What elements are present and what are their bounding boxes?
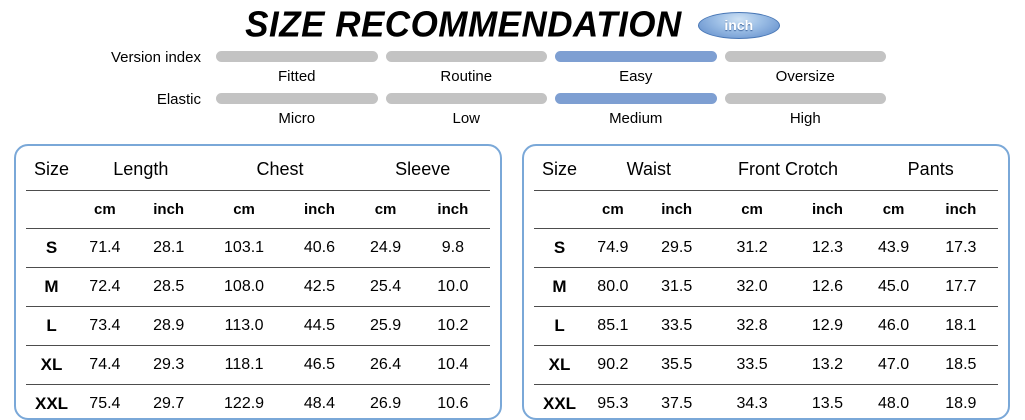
- value-cell: 25.9: [355, 307, 415, 346]
- col-header-front-crotch: Front Crotch: [713, 148, 864, 191]
- value-cell: 113.0: [205, 307, 284, 346]
- value-cell: 35.5: [641, 346, 713, 385]
- value-cell: 43.9: [863, 229, 923, 268]
- value-cell: 118.1: [205, 346, 284, 385]
- size-label: XL: [534, 346, 585, 385]
- unit-header: cm: [863, 191, 923, 229]
- value-cell: 33.5: [641, 307, 713, 346]
- option-easy: [555, 51, 717, 85]
- table-row: [534, 229, 998, 268]
- option-label: Routine: [440, 68, 493, 85]
- value-cell: 17.7: [924, 268, 998, 307]
- size-table-pants: [522, 144, 1010, 420]
- value-cell: 10.2: [416, 307, 490, 346]
- value-cell: 29.3: [133, 346, 205, 385]
- value-cell: 31.5: [641, 268, 713, 307]
- value-cell: 32.0: [713, 268, 792, 307]
- value-cell: 9.8: [416, 229, 490, 268]
- option-micro: [216, 93, 378, 127]
- unit-header-empty: [534, 191, 585, 229]
- value-cell: 26.9: [369, 395, 402, 412]
- value-cell: 95.3: [597, 395, 629, 412]
- size-label: M: [26, 268, 77, 307]
- unit-header: cm: [355, 191, 415, 229]
- level-bar: [386, 51, 548, 62]
- value-cell: 28.1: [133, 229, 205, 268]
- level-bar: [216, 51, 378, 62]
- value-cell: 18.9: [945, 395, 977, 412]
- value-cell: 48.0: [877, 395, 910, 412]
- table-row: [26, 346, 490, 385]
- option-oversize: [725, 51, 887, 85]
- size-label: L: [534, 307, 585, 346]
- value-cell: 33.5: [713, 346, 792, 385]
- level-bar: [216, 93, 378, 104]
- value-cell: 12.3: [791, 229, 863, 268]
- size-table: [26, 148, 490, 420]
- level-bar: [386, 93, 548, 104]
- option-label: Low: [452, 110, 481, 127]
- size-label: XXL: [34, 394, 69, 413]
- value-cell: 73.4: [77, 307, 133, 346]
- col-header-length: Length: [77, 148, 205, 191]
- value-cell: 85.1: [585, 307, 641, 346]
- table-row: [26, 385, 490, 420]
- size-label: S: [26, 229, 77, 268]
- active-level-bar: [555, 93, 717, 104]
- unit-header: inch: [641, 191, 713, 229]
- page-title: SIZE RECOMMENDATION: [245, 4, 682, 45]
- value-cell: 25.4: [355, 268, 415, 307]
- value-cell: 12.9: [791, 307, 863, 346]
- unit-header-row: [26, 191, 490, 229]
- value-cell: 122.9: [224, 395, 265, 412]
- value-cell: 13.2: [791, 346, 863, 385]
- value-cell: 42.5: [283, 268, 355, 307]
- unit-header-empty: [26, 191, 77, 229]
- value-cell: 48.4: [303, 395, 335, 412]
- value-cell: 34.3: [736, 395, 768, 412]
- unit-header: inch: [791, 191, 863, 229]
- value-cell: 12.6: [791, 268, 863, 307]
- indicator-row-elastic: [0, 93, 1025, 127]
- unit-badge-label: inch: [724, 17, 754, 33]
- level-bar: [725, 93, 887, 104]
- col-header-pants: Pants: [863, 148, 998, 191]
- size-label: L: [26, 307, 77, 346]
- indicator-bars: [216, 51, 886, 85]
- value-cell: 80.0: [585, 268, 641, 307]
- value-cell: 24.9: [355, 229, 415, 268]
- table-row: [26, 268, 490, 307]
- option-routine: [386, 51, 548, 85]
- col-header-waist: Waist: [585, 148, 713, 191]
- value-cell: 74.4: [77, 346, 133, 385]
- value-cell: 44.5: [283, 307, 355, 346]
- table-row: [534, 385, 998, 420]
- header: [0, 0, 1025, 45]
- value-cell: 47.0: [863, 346, 923, 385]
- table-row: [26, 229, 490, 268]
- value-cell: 108.0: [205, 268, 284, 307]
- value-cell: 40.6: [283, 229, 355, 268]
- col-header-chest: Chest: [205, 148, 356, 191]
- unit-header: cm: [77, 191, 133, 229]
- unit-header: inch: [924, 191, 998, 229]
- value-cell: 10.6: [437, 395, 469, 412]
- option-fitted: [216, 51, 378, 85]
- value-cell: 17.3: [924, 229, 998, 268]
- value-cell: 75.4: [89, 395, 121, 412]
- value-cell: 32.8: [713, 307, 792, 346]
- value-cell: 74.9: [585, 229, 641, 268]
- unit-header: inch: [133, 191, 205, 229]
- unit-badge[interactable]: [698, 12, 780, 39]
- unit-header: cm: [585, 191, 641, 229]
- size-label: XL: [26, 346, 77, 385]
- indicator-label: Elastic: [156, 91, 201, 108]
- indicator-bars: [216, 93, 886, 127]
- value-cell: 45.0: [863, 268, 923, 307]
- value-cell: 29.7: [153, 395, 185, 412]
- table-header-row: [26, 148, 490, 191]
- value-cell: 10.0: [416, 268, 490, 307]
- indicator-section: [0, 51, 1025, 127]
- option-medium: [555, 93, 717, 127]
- option-label: Medium: [609, 110, 663, 127]
- value-cell: 28.5: [133, 268, 205, 307]
- tables-section: [0, 135, 1025, 420]
- table-row: [534, 346, 998, 385]
- value-cell: 37.5: [661, 395, 693, 412]
- value-cell: 90.2: [585, 346, 641, 385]
- size-table: [534, 148, 998, 420]
- value-cell: 10.4: [416, 346, 490, 385]
- unit-header: cm: [205, 191, 284, 229]
- option-low: [386, 93, 548, 127]
- value-cell: 26.4: [355, 346, 415, 385]
- value-cell: 46.0: [863, 307, 923, 346]
- value-cell: 18.1: [924, 307, 998, 346]
- option-label: Fitted: [277, 68, 316, 85]
- value-cell: 31.2: [713, 229, 792, 268]
- size-label: M: [534, 268, 585, 307]
- value-cell: 29.5: [641, 229, 713, 268]
- option-label: Micro: [278, 110, 316, 127]
- unit-header: inch: [283, 191, 355, 229]
- size-label: XXL: [542, 394, 577, 413]
- size-label: S: [534, 229, 585, 268]
- value-cell: 71.4: [77, 229, 133, 268]
- table-row: [534, 268, 998, 307]
- indicator-row-version-index: [0, 51, 1025, 85]
- col-header-size: Size: [26, 148, 77, 191]
- table-header-row: [534, 148, 998, 191]
- table-row: [534, 307, 998, 346]
- option-label: Oversize: [775, 68, 835, 85]
- value-cell: 46.5: [283, 346, 355, 385]
- col-header-sleeve: Sleeve: [355, 148, 490, 191]
- value-cell: 72.4: [77, 268, 133, 307]
- value-cell: 13.5: [811, 395, 843, 412]
- unit-header: inch: [416, 191, 490, 229]
- unit-header: cm: [713, 191, 792, 229]
- value-cell: 18.5: [924, 346, 998, 385]
- unit-header-row: [534, 191, 998, 229]
- value-cell: 103.1: [205, 229, 284, 268]
- col-header-size: Size: [534, 148, 585, 191]
- value-cell: 28.9: [133, 307, 205, 346]
- option-label: High: [789, 110, 821, 127]
- table-row: [26, 307, 490, 346]
- option-high: [725, 93, 887, 127]
- indicator-label: Version index: [110, 49, 201, 66]
- active-level-bar: [555, 51, 717, 62]
- size-table-garment: [14, 144, 502, 420]
- level-bar: [725, 51, 887, 62]
- option-label: Easy: [619, 68, 653, 85]
